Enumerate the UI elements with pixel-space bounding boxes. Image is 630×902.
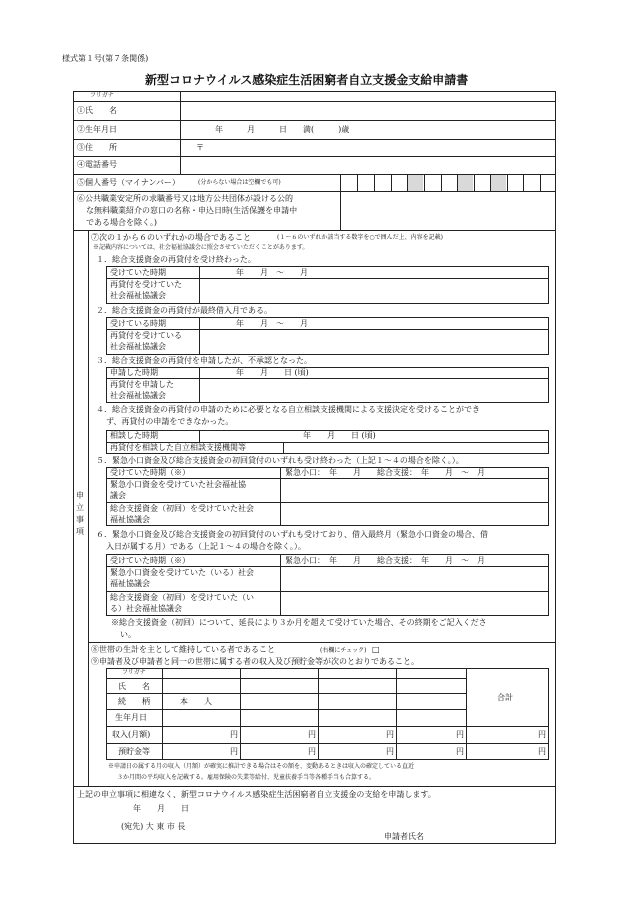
yen-unit: 円	[538, 730, 546, 739]
birth-fields: 年 月 日 満( )歳	[215, 125, 350, 134]
yen-unit: 円	[456, 730, 464, 739]
item6-council-2: 総合支援資金（初回）を受けていた（い	[110, 593, 254, 602]
yen-unit: 円	[308, 747, 316, 756]
item1-period-label: 受けていた時期	[110, 268, 166, 277]
applicant-signature-label: 申請者氏名	[384, 832, 424, 841]
jobcenter-label-2: な無料職業紹介の窓口の名称・申込日時(生活保護を申請中	[86, 206, 298, 215]
declaration-statement: 上記の申立事項に相違なく、新型コロナウイルス感染症生活困窮者自立支援金の支給を申請します。	[77, 790, 436, 799]
jobcenter-label-1: ⑥公共職業安定所の求職番号又は地方公共団体が設ける公的	[77, 194, 293, 203]
yen-unit: 円	[456, 747, 464, 756]
yen-unit: 円	[538, 747, 546, 756]
household-birth-label: 生年月日	[115, 713, 147, 722]
item3-text: ３．総合支援資金の再貸付を申請したが、不承認となった。	[96, 356, 312, 365]
income-note-1: ※申請日の属する月の収入（月額）が確実に推計できる場合はその額を、変動あるときは収入の確定している直近	[108, 763, 415, 770]
yen-unit: 円	[230, 730, 238, 739]
item1-council-label: 再貸付を受けていた	[110, 280, 182, 289]
item6-text-1: ６．緊急小口資金及び総合支援資金の初回貸付のいずれも受けており、借入最終月（緊急小口資金の場合、借	[96, 530, 488, 539]
item5-text: ５．緊急小口資金及び総合支援資金の初回貸付のいずれも受け終わった（上記１～４の場合を除く。）。	[96, 456, 464, 465]
item1-text: １．総合支援資金の再貸付を受け終わった。	[96, 255, 256, 264]
declaration-head: ⑦次の１から６のいずれかの場合であること	[91, 233, 251, 242]
furigana-label: フリガナ	[90, 92, 114, 99]
household-relation-label: 続 柄	[118, 697, 150, 706]
household-savings-label: 預貯金等	[118, 747, 150, 756]
item6-council-1: 緊急小口資金を受けていた（いる）社会	[110, 568, 254, 577]
jobcenter-label-3: である場合を除く。)	[86, 218, 157, 227]
item9-text: ⑨申請者及び申請者と同一の世帯に属する者の収入及び預貯金等が次のとおりであること。	[91, 657, 419, 666]
household-name-label: 氏 名	[118, 682, 150, 691]
item4-agency-label: 再貸付を相談した自立相談支援機関等	[110, 443, 246, 452]
item5-period-label: 受けていた時期（※）	[110, 468, 190, 477]
household-total-label: 合計	[497, 693, 513, 702]
item5-period-fields: 緊急小口： 年 月 総合支援： 年 月 ～ 月	[285, 468, 485, 477]
item6-period-label: 受けていた時期（※）	[110, 556, 190, 565]
birth-label: ②生年月日	[77, 125, 117, 134]
mynumber-label: ⑤個人番号（マイナンバー）	[77, 178, 180, 187]
item5-council-2b: 福祉協議会	[110, 515, 150, 524]
extension-note-2: い。	[120, 630, 136, 639]
item1-council-label-2: 社会福祉協議会	[110, 291, 166, 300]
income-note-2: ３か月間の平均収入を記載する。雇用保険の失業等給付、児童扶養手当等各種手当も合算する。	[117, 774, 376, 781]
item3-period-fields: 年 月 日 (頃)	[236, 368, 309, 377]
side-label: 申 立 事 項	[76, 491, 84, 536]
application-date: 年 月 日	[133, 804, 189, 813]
item2-text: ２．総合支援資金の再貸付が最終借入月である。	[96, 306, 272, 315]
address-label: ③住 所	[77, 143, 117, 152]
yen-unit: 円	[386, 747, 394, 756]
item6-period-fields: 緊急小口： 年 月 総合支援： 年 月 ～ 月	[285, 556, 485, 565]
item6-council-2b: る）社会福祉協議会	[110, 604, 182, 613]
phone-label: ④電話番号	[77, 160, 117, 169]
mynumber-note: (分からない場合は空欄でも可)	[198, 179, 281, 186]
yen-unit: 円	[308, 730, 316, 739]
item8-checkbox[interactable]: □	[372, 645, 380, 654]
item1-period-fields: 年 月 ～ 月	[236, 268, 308, 277]
item8-note: (右欄にチェック)	[320, 647, 367, 654]
item2-period-label: 受けている時期	[110, 319, 166, 328]
item3-council-label: 再貸付を申請した	[110, 380, 174, 389]
yen-unit: 円	[386, 730, 394, 739]
item4-period-label: 相談した時期	[110, 431, 158, 440]
item2-council-label-2: 社会福祉協議会	[110, 342, 166, 351]
item5-council-2: 総合支援資金（初回）を受けていた社会	[110, 504, 254, 513]
item2-council-label: 再貸付を受けている	[110, 331, 182, 340]
household-furigana: フリガナ	[122, 669, 146, 676]
declaration-head-note: (１～６のいずれか該当する数字を○で囲んだ上、内容を記載)	[277, 234, 443, 241]
item8-text: ⑧世帯の生計を主として維持している者であること	[91, 645, 275, 654]
declaration-note: ※記載内容については、社会福祉協議会に照会させていただくことがあります。	[93, 244, 309, 251]
name-label: ①氏 名	[77, 106, 117, 115]
yen-unit: 円	[230, 747, 238, 756]
item2-period-fields: 年 月 ～ 月	[236, 319, 308, 328]
household-table	[106, 668, 549, 760]
item5-council-1b: 議会	[110, 491, 126, 500]
item6-council-1b: 福祉協議会	[110, 579, 150, 588]
household-self: 本 人	[180, 697, 212, 706]
item4-period-fields: 年 月 日 (頃)	[303, 431, 376, 440]
item3-period-label: 申請した時期	[110, 368, 158, 377]
extension-note-1: ※総合支援資金（初回）について、延長により３か月を超えて受けていた場合、その終期をご記入くださ	[111, 618, 487, 627]
postal-mark: 〒	[196, 143, 204, 152]
form-title: 新型コロナウイルス感染症生活困窮者自立支援金支給申請書	[145, 73, 469, 87]
household-income-label: 収入(月額)	[112, 730, 151, 739]
item3-council-label-2: 社会福祉協議会	[110, 391, 166, 400]
item5-council-1: 緊急小口資金を受けていた社会福祉協	[110, 480, 246, 489]
form-number: 様式第１号(第７条関係)	[62, 54, 149, 63]
item6-text-2: 入日が属する月）である（上記１～４の場合を除く。）。	[106, 542, 306, 551]
addressee: (宛先) 大 東 市 長	[121, 822, 186, 831]
item4-text-1: ４．総合支援資金の再貸付の申請のために必要となる自立相談支援機関による支援決定を受けることができ	[96, 405, 480, 414]
item4-text-2: ず、再貸付の申請をできなかった。	[106, 417, 234, 426]
